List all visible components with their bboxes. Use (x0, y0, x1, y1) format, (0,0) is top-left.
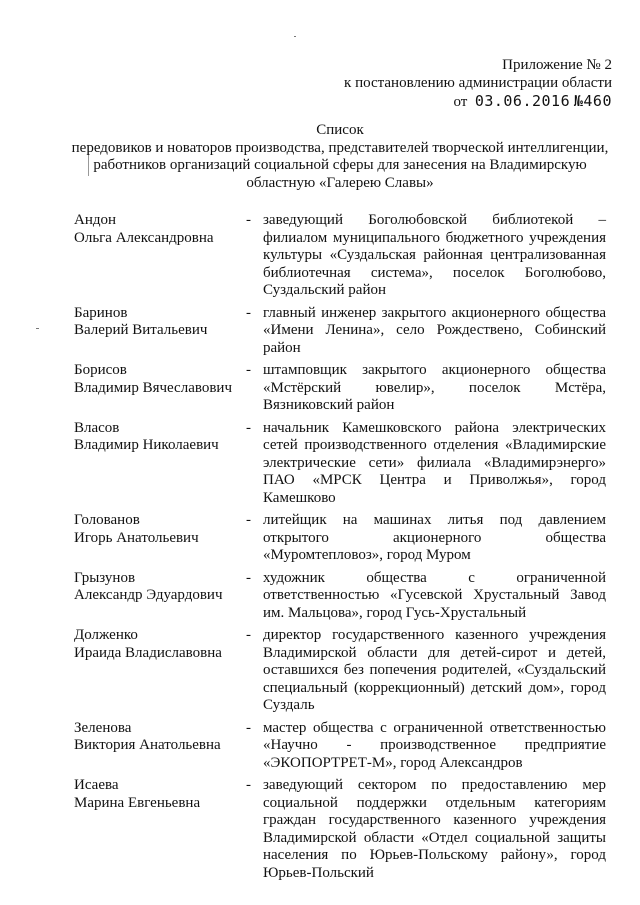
separator-dash: - (246, 627, 251, 643)
person-name (74, 305, 246, 358)
person-name (74, 362, 246, 415)
person-name (74, 627, 246, 715)
scan-speck (36, 328, 39, 329)
heading-title: Список (316, 122, 364, 138)
person-description: штамповщик закрытого акционерного общества «Мстёрский ювелир», поселок Мстёра, Вязниковский район (263, 362, 606, 413)
person-surname: Баринов (74, 304, 128, 321)
appendix-title: Приложение № 2 (502, 57, 612, 73)
person-surname: Голованов (74, 512, 140, 528)
person-given-name: Виктория Анатольевна (74, 737, 221, 753)
person-name (74, 777, 246, 882)
list-item (74, 720, 606, 773)
person-surname: Грызунов (74, 569, 136, 586)
person-name (74, 512, 246, 565)
person-surname: Андон (74, 212, 117, 228)
scan-speck (294, 36, 296, 37)
person-name (74, 420, 246, 508)
person-given-name: Ольга Александровна (74, 229, 214, 246)
person-description: директор государственного казенного учреждения Владимирской области для детей-сирот и детей, оставшихся без попечения родителей, «Суздальский специальный (коррекционный) детский дом», город Суздаль (263, 627, 606, 713)
person-given-name: Владимир Николаевич (74, 437, 219, 453)
list-heading (70, 122, 610, 192)
person-name (74, 212, 246, 300)
list-item (74, 512, 606, 565)
separator-dash: - (246, 212, 251, 228)
person-given-name: Александр Эдуардович (74, 587, 223, 603)
date-value: 03.06.2016 (474, 92, 571, 110)
person-surname: Зеленова (74, 719, 132, 736)
separator-dash: - (246, 419, 251, 436)
heading-body: передовиков и новаторов производства, представителей творческой интеллигенции, работников организаций социальной сферы для занесения на Владимирскую областную «Галерею Славы» (71, 139, 609, 191)
list-item (74, 362, 606, 415)
appendix-subtitle: к постановлению администрации области (344, 75, 612, 91)
list-item (74, 420, 606, 508)
person-name (74, 570, 246, 623)
nominee-list (74, 212, 606, 887)
person-given-name: Ираида Владиславовна (74, 644, 222, 661)
person-given-name: Валерий Витальевич (74, 322, 208, 338)
appendix-block (344, 56, 612, 111)
separator-dash: - (246, 512, 251, 528)
person-description: литейщик на машинах литья под давлением открытого акционерного общества «Муромтепловоз», город Муром (263, 512, 606, 563)
person-given-name: Игорь Анатольевич (74, 529, 199, 546)
person-surname: Власов (74, 419, 120, 436)
separator-dash: - (246, 362, 251, 378)
person-description: заведующий сектором по предоставлению мер социальной поддержки отдельным категориям граждан государственного казенного учреждения Владимирской области «Отдел социальной защиты населения по Юрьев-Польскому району», город Юрьев-Польский (263, 777, 606, 881)
list-item (74, 305, 606, 358)
person-description: главный инженер закрытого акционерного общества «Имени Ленина», село Рождествено, Собинский район (263, 304, 606, 356)
person-surname: Борисов (74, 362, 127, 378)
person-description: начальник Камешковского района электрических сетей производственного отделения «Владимирские электрические сети» филиала «Владимирэнерго» ПАО «МРСК Центра и Приволжья», город Камешково (263, 419, 606, 506)
person-name (74, 720, 246, 773)
list-item (74, 212, 606, 300)
separator-dash: - (246, 569, 251, 586)
person-description: художник общества с ограниченной ответственностью «Гусевской Хрустальный Завод им. Мальцова», город Гусь-Хрустальный (263, 569, 606, 621)
separator-dash: - (246, 719, 251, 736)
appendix-date-line (344, 92, 612, 111)
person-description: мастер общества с ограниченной ответственностью «Научно - производственное предприятие «ЭКОПОРТРЕТ-М», город Александров (263, 719, 606, 771)
date-prefix: от (453, 94, 468, 110)
list-item (74, 777, 606, 882)
person-description: заведующий Боголюбовской библиотекой – филиалом муниципального бюджетного учреждения культуры «Суздальская районная централизованная библиотечная система», поселок Боголюбово, Суздальский район (263, 212, 606, 298)
list-item (74, 570, 606, 623)
person-given-name: Марина Евгеньевна (74, 794, 201, 811)
separator-dash: - (246, 304, 251, 321)
person-surname: Исаева (74, 777, 119, 793)
separator-dash: - (246, 777, 251, 793)
list-item (74, 627, 606, 715)
person-given-name: Владимир Вячеславович (74, 379, 232, 396)
person-surname: Долженко (74, 627, 138, 643)
document-number: №460 (573, 92, 612, 110)
